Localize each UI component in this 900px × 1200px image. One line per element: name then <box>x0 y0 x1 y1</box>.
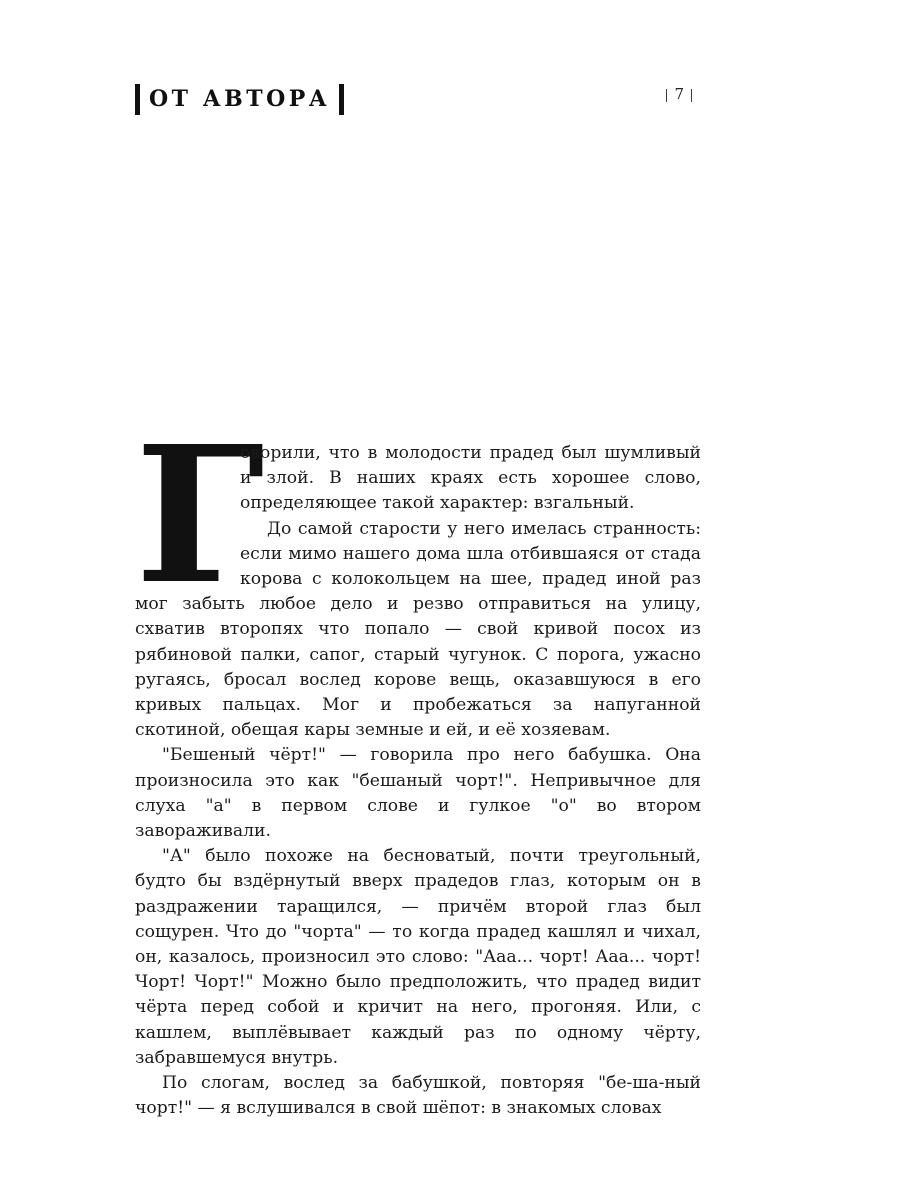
body-text <box>135 405 701 1121</box>
page-number-right-bar <box>691 89 692 102</box>
title-left-bar <box>135 84 140 115</box>
page-number <box>666 85 692 103</box>
paragraph: До самой старости у него имелась странность: если мимо нашего дома шла отбившаяся от стада корова с колокольцем на шее, прадед иной раз мог забыть любое дело и резво отправиться на улицу, схватив второпях что попало — свой кривой посох из рябиновой палки, сапог, старый чугунок. С порога, ужасно ругаясь, бросал вослед корове вещь, оказавшуюся в его кривых пальцах. Мог и пробежаться за напуганной скотиной, обещая кары земные и ей, и её хозяевам. <box>135 518 701 741</box>
paragraph: оворили, что в молодости прадед был шумливый и злой. В наших краях есть хорошее слово, определяющее такой характер: взгальный. <box>240 443 701 514</box>
title-right-bar <box>339 84 344 115</box>
chapter-title: ОТ АВТОРА <box>149 86 331 112</box>
dropcap-letter: Г <box>135 405 265 626</box>
paragraph: "Бешеный чёрт!" — говорила про него бабушка. Она произносила это как "бешаный чорт!". Непривычное для слуха "а" в первом слове и гулкое "о" во втором завораживали. <box>135 745 701 842</box>
paragraph: "А" было похоже на бесноватый, почти треугольный, будто бы вздёрнутый вверх прадедов глаз, которым он в раздражении таращился, — причём второй глаз был сощурен. Что до "чорта" — то когда прадед кашлял и чихал, он, казалось, произносил это слово: "Ааа... чорт! Ааа... чорт! Чорт! Чорт!" Можно было предположить, что прадед видит чёрта перед собой и кричит на него, прогоняя. Или, с кашлем, выплёвывает каждый раз по одному чёрту, забравшемуся внутрь. <box>135 846 701 1068</box>
chapter-title-group <box>135 84 344 115</box>
paragraph: По слогам, вослед за бабушкой, повторяя "бе-ша-ный чорт!" — я вслушивался в свой шёпот: в знакомых словах <box>135 1073 701 1119</box>
page-number-value: 7 <box>674 85 684 103</box>
page-number-left-bar <box>666 89 667 102</box>
page-header <box>135 84 701 115</box>
